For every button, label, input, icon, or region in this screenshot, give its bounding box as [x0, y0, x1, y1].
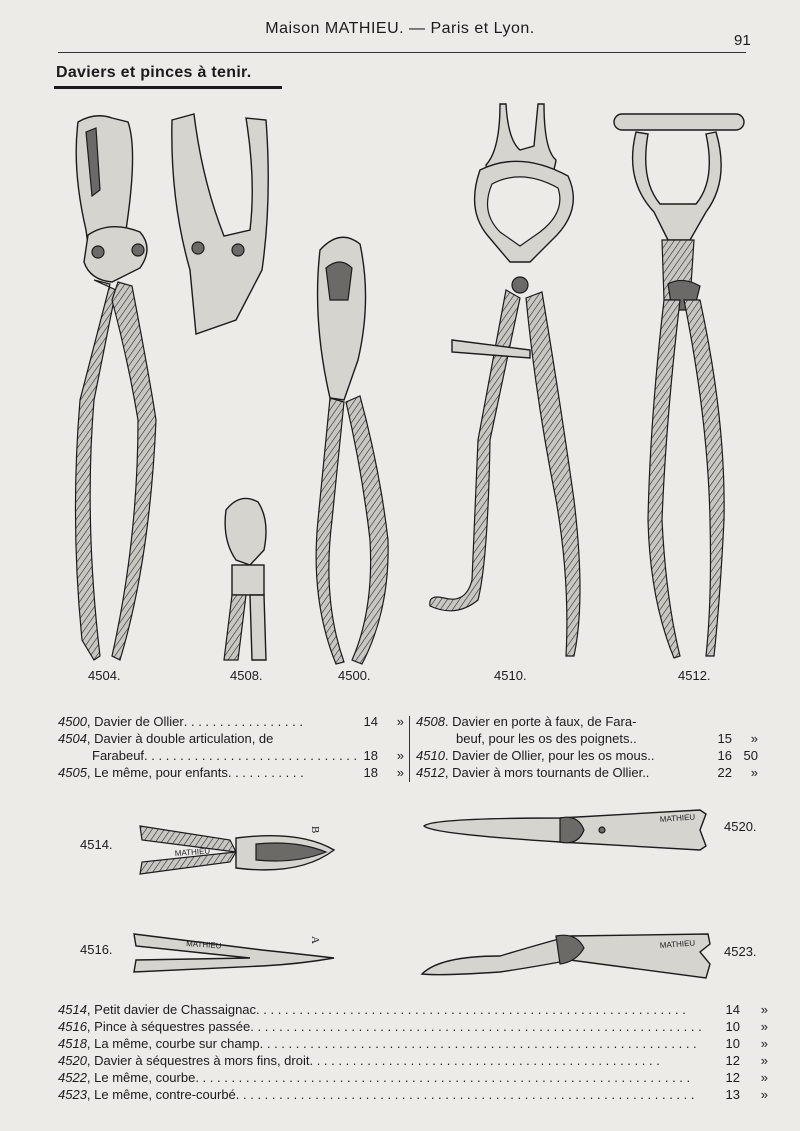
figure-label-4510: 4510. [494, 668, 527, 683]
forceps-4500-drawing [316, 237, 388, 664]
list-item: 4510. Davier de Ollier, pour les os mous.. 16 50 [416, 748, 758, 763]
figure-label-4520: 4520. [724, 819, 757, 834]
item-description: Davier à mors tournants de Ollier [452, 765, 643, 780]
forceps-4516-drawing [134, 934, 334, 972]
item-number: 4512 [416, 765, 445, 780]
item-description: beuf, pour les os des poignets [456, 731, 630, 746]
list-item: 4522, Le même, courbe. . . . . . . . . . . . . . . . . . . . . . . . . . . . . . . . . . . . . . . . . . . . . . . . . . . . . . . . . . . . . . . . . . . . . 12 » [58, 1070, 768, 1085]
forceps-4514-drawing [140, 826, 334, 874]
item-price-unit: 50 [743, 748, 758, 763]
item-number: 4505 [58, 765, 87, 780]
item-price: 16 [717, 748, 732, 763]
list-item: 4512, Davier à mors tournants de Ollier.. 22 » [416, 765, 758, 780]
forceps-4510-drawing [430, 104, 580, 656]
figure-label-4523: 4523. [724, 944, 757, 959]
section-title: Daviers et pinces à tenir. [56, 64, 252, 81]
page-header: Maison MATHIEU. — Paris et Lyon. [265, 20, 535, 37]
item-description: Le même, contre-courbé [94, 1087, 236, 1102]
item-price-unit: » [396, 748, 404, 763]
list-item: 4518, La même, courbe sur champ. . . . . . . . . . . . . . . . . . . . . . . . . . . . . . . . . . . . . . . . . . . . . . . . . . . . . . . . . . . . . 10 » [58, 1036, 768, 1051]
list-item: 4523, Le même, contre-courbé. . . . . . . . . . . . . . . . . . . . . . . . . . . . . . . . . . . . . . . . . . . . . . . . . . . . . . . . . . . . . . . . 13 » [58, 1087, 768, 1102]
item-number: 4523 [58, 1087, 87, 1102]
item-description: La même, courbe sur champ [94, 1036, 260, 1051]
item-number: 4522 [58, 1070, 87, 1085]
brand-engraving-4520: MATHIEU [659, 812, 696, 824]
item-price: 22 [717, 765, 732, 780]
forceps-4504-drawing [75, 116, 156, 660]
item-price: 15 [717, 731, 732, 746]
letter-b: B [309, 826, 321, 834]
list-item: 4504, Davier à double articulation, de [58, 731, 274, 746]
item-price-unit: » [750, 765, 758, 780]
item-price: 18 [363, 748, 378, 763]
item-price: 18 [363, 765, 378, 780]
item-number: 4520 [58, 1053, 87, 1068]
list-item: 4520, Davier à séquestres à mors fins, droit. . . . . . . . . . . . . . . . . . . . . . . . . . . . . . . . . . . . . . . . . . . . . . . . . 12 » [58, 1053, 768, 1068]
price-table-left [58, 714, 408, 782]
item-price: 12 [725, 1070, 740, 1085]
item-description: Davier à double articulation, de [94, 731, 274, 746]
item-description: Davier de Ollier [94, 714, 184, 729]
figure-label-4514: 4514. [80, 837, 113, 852]
item-price-unit: » [396, 765, 404, 780]
item-price: 10 [725, 1036, 740, 1051]
figure-label-4516: 4516. [80, 942, 113, 957]
item-number: 4516 [58, 1019, 87, 1034]
item-description: Pince à séquestres passée [94, 1019, 251, 1034]
price-table-right [416, 714, 762, 782]
list-item: 4514, Petit davier de Chassaignac. . . . . . . . . . . . . . . . . . . . . . . . . . . . . . . . . . . . . . . . . . . . . . . . . . . . . . . . . . . . 14 » [58, 1002, 768, 1017]
forceps-4508-drawing [224, 498, 266, 660]
item-price-unit: » [760, 1036, 768, 1051]
item-number: 4510 [416, 748, 445, 763]
item-price: 10 [725, 1019, 740, 1034]
figure-label-4512: 4512. [678, 668, 711, 683]
item-description: Davier à séquestres à mors fins, droit [94, 1053, 310, 1068]
item-price: 14 [725, 1002, 740, 1017]
item-price-unit: » [760, 1053, 768, 1068]
item-price: 14 [363, 714, 378, 729]
item-price: 13 [725, 1087, 740, 1102]
list-item: 4500, Davier de Ollier. . . . . . . . . . . . . . . . . 14 » [58, 714, 404, 729]
item-description: Le même, courbe [94, 1070, 196, 1085]
item-description: Petit davier de Chassaignac [94, 1002, 257, 1017]
item-price-unit: » [760, 1019, 768, 1034]
item-number: 4500 [58, 714, 87, 729]
item-price-unit: » [750, 731, 758, 746]
figure-label-4500: 4500. [338, 668, 371, 683]
item-number: 4518 [58, 1036, 87, 1051]
brand-engraving-4516: MATHIEU [185, 939, 222, 951]
figure-label-4504: 4504. [88, 668, 121, 683]
item-description: Le même, pour enfants [94, 765, 228, 780]
item-description: Farabeuf [92, 748, 145, 763]
price-table-bottom [58, 1002, 768, 1104]
item-number: 4504 [58, 731, 87, 746]
list-item: 4508. Davier en porte à faux, de Fara- [416, 714, 637, 729]
page-number: 91 [734, 32, 751, 49]
item-price-unit: » [760, 1070, 768, 1085]
item-description: Davier en porte à faux, de Fara- [452, 714, 637, 729]
item-number: 4514 [58, 1002, 87, 1017]
list-item: 4516, Pince à séquestres passée. . . . . . . . . . . . . . . . . . . . . . . . . . . . . . . . . . . . . . . . . . . . . . . . . . . . . . . . . . . . . . . 10 » [58, 1019, 768, 1034]
item-price-unit: » [760, 1002, 768, 1017]
forceps-4512-drawing [614, 114, 744, 658]
list-item: 4505, Le même, pour enfants. . . . . . . . . . . 18 » [58, 765, 404, 780]
brand-engraving-4523: MATHIEU [659, 938, 696, 950]
item-price: 12 [725, 1053, 740, 1068]
letter-a: A [309, 936, 321, 944]
item-number: 4508 [416, 714, 445, 729]
item-description: Davier de Ollier, pour les os mous [452, 748, 648, 763]
list-item: beuf, pour les os des poignets.. 15 » [456, 731, 758, 746]
item-price-unit: » [760, 1087, 768, 1102]
list-item: Farabeuf. . . . . . . . . . . . . . . . . . . . . . . . . . . . . . 18 » [92, 748, 404, 763]
brand-engraving-4514: MATHIEU [174, 846, 211, 858]
item-price-unit: » [396, 714, 404, 729]
forceps-4504-jaw-drawing [172, 114, 268, 334]
price-column-divider [409, 716, 410, 782]
figure-label-4508: 4508. [230, 668, 263, 683]
